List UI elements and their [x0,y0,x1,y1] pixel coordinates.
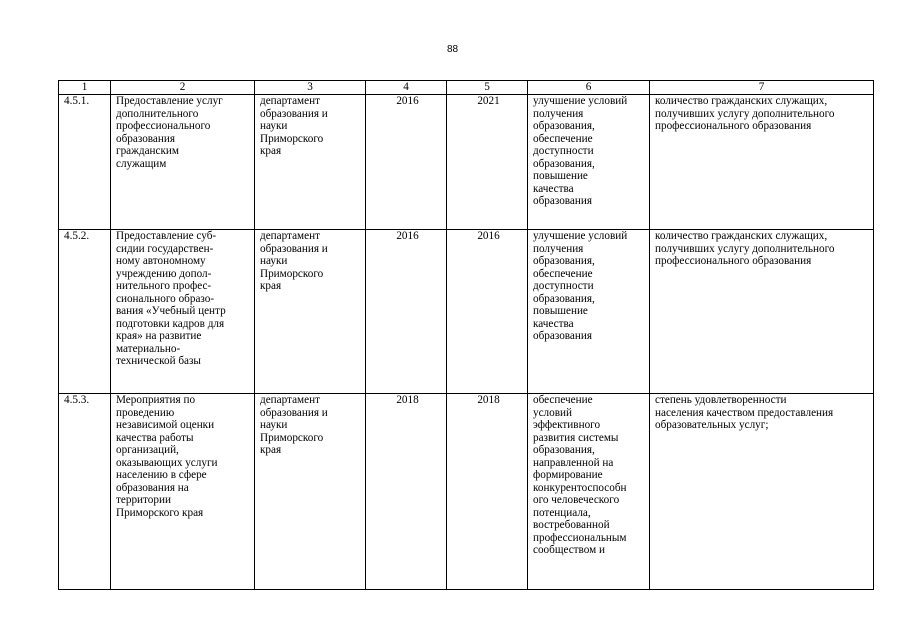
end-year: 2016 [447,230,528,394]
column-header: 7 [650,81,874,95]
page-number: 88 [446,44,459,55]
column-header: 3 [255,81,366,95]
row-code: 4.5.2. [59,230,111,394]
expected-result: улучшение условий получения образования, обеспечение доступности образования, повышение качества образования [528,95,650,230]
table-row [59,95,874,230]
table-row [59,394,874,590]
row-code: 4.5.1. [59,95,111,230]
start-year: 2016 [366,230,447,394]
start-year: 2018 [366,394,447,590]
column-header: 1 [59,81,111,95]
start-year: 2016 [366,95,447,230]
measure-name: Предоставление суб- сидии государствен- ному автономному учреждению допол- нительного профес- сионального образо- вания «Учебный центр подготовки кадров для края» на развитие материально- технической базы [111,230,255,394]
column-header: 2 [111,81,255,95]
end-year: 2021 [447,95,528,230]
executor: департамент образования и науки Приморского края [255,95,366,230]
program-measures-table [58,80,874,590]
column-header: 4 [366,81,447,95]
executor: департамент образования и науки Приморского края [255,230,366,394]
end-year: 2018 [447,394,528,590]
table-header-row [59,81,874,95]
table-row [59,230,874,394]
measure-name: Предоставление услуг дополнительного профессионального образования гражданским служащим [111,95,255,230]
executor: департамент образования и науки Приморского края [255,394,366,590]
expected-result: улучшение условий получения образования, обеспечение доступности образования, повышение качества образования [528,230,650,394]
expected-result: обеспечение условий эффективного развития системы образования, направленной на формирование конкурентоспособн ого человеческого потенциала, востребованной профессиональным сообществом и [528,394,650,590]
column-header: 5 [447,81,528,95]
column-header: 6 [528,81,650,95]
row-code: 4.5.3. [59,394,111,590]
indicator: количество гражданских служащих, получивших услугу дополнительного профессионального образования [650,95,874,230]
measure-name: Мероприятия по проведению независимой оценки качества работы организаций, оказывающих услуги населению в сфере образования на территории Приморского края [111,394,255,590]
indicator: степень удовлетворенности населения качеством предоставления образовательных услуг; [650,394,874,590]
indicator: количество гражданских служащих, получивших услугу дополнительного профессионального образования [650,230,874,394]
